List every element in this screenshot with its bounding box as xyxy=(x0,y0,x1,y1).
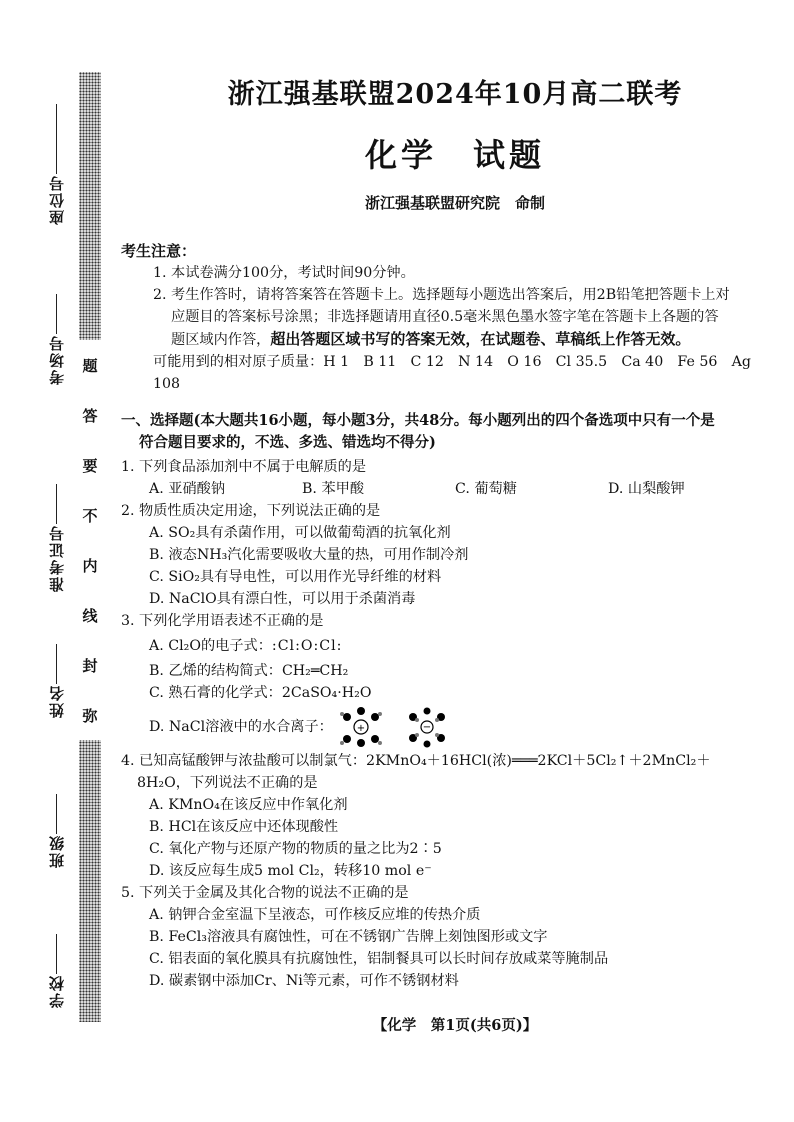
q4-option-a[interactable]: A. KMnO₄在该反应中作氧化剂 xyxy=(149,797,348,813)
q5-stem: 5. 下列关于金属及其化合物的说法不正确的是 xyxy=(121,885,409,901)
seal-char: 线 xyxy=(82,606,98,625)
q4-stem-2: 8H₂O，下列说法不正确的是 xyxy=(137,775,318,791)
q2-option-b[interactable]: B. 液态NH₃汽化需要吸收大量的热，可用作制冷剂 xyxy=(149,547,469,563)
q4-option-c[interactable]: C. 氧化产物与还原产物的物质的量之比为2∶5 xyxy=(149,841,442,857)
ticket-line xyxy=(56,484,57,524)
name-line xyxy=(56,644,57,684)
q3-option-b[interactable]: B. 乙烯的结构简式：CH₂═CH₂ xyxy=(149,663,349,679)
school-field[interactable] xyxy=(36,930,76,1008)
q2-option-a[interactable]: A. SO₂具有杀菌作用，可以做葡萄酒的抗氧化剂 xyxy=(149,525,451,541)
school-label: 学校 xyxy=(47,974,66,1008)
q5-option-c[interactable]: C. 铝表面的氧化膜具有抗腐蚀性，铝制餐具可以长时间存放咸菜等腌制品 xyxy=(149,951,609,967)
q3-option-c[interactable]: C. 熟石膏的化学式：2CaSO₄·H₂O xyxy=(149,685,372,701)
q1-options xyxy=(121,478,761,500)
exam-room-field[interactable] xyxy=(36,290,76,385)
q3-option-d-text: D. NaCl溶液中的水合离子： xyxy=(149,719,333,735)
atomic-mass: 可能用到的相对原子质量：H 1 B 11 C 12 N 14 O 16 Cl 35.5 Ca 40 Fe 56 Ag 108 xyxy=(153,354,751,392)
notice-item-2c-text: 题区域内作答， xyxy=(171,332,271,348)
exam-room-line xyxy=(56,294,57,334)
q3-option-a-text: A. Cl₂O的电子式： xyxy=(149,638,272,654)
notice-warning: 超出答题区域书写的答案无效，在试题卷、草稿纸上作答无效。 xyxy=(270,330,691,348)
notice-block xyxy=(121,240,761,395)
name-label: 姓名 xyxy=(47,684,66,718)
seat-field[interactable] xyxy=(36,100,76,225)
q3-stem: 3. 下列化学用语表述不正确的是 xyxy=(121,613,324,629)
name-field[interactable] xyxy=(36,640,76,718)
seal-char: 内 xyxy=(82,556,98,575)
seal-char: 答 xyxy=(82,406,98,425)
seat-label: 座位号 xyxy=(47,174,66,225)
q5-option-a[interactable]: A. 钠钾合金室温下呈液态，可作核反应堆的传热介质 xyxy=(149,907,481,923)
exam-title: 浙江强基联盟2024年10月高二联考 xyxy=(227,79,683,110)
q2-option-c[interactable]: C. SiO₂具有导电性，可以用作光导纤维的材料 xyxy=(149,569,442,585)
hydrated-ion-diagram xyxy=(333,705,463,749)
notice-item-1: 1. 本试卷满分100分，考试时间90分钟。 xyxy=(153,265,415,281)
seal-char: 要 xyxy=(82,456,98,475)
seal-char: 封 xyxy=(82,656,98,675)
notice-item-2a: 2. 考生作答时，请将答案答在答题卡上。选择题每小题选出答案后，用2B铅笔把答题卡上对 xyxy=(153,287,730,303)
subject-title: 化学 试题 xyxy=(364,136,545,174)
page-footer: 【化学 第1页(共6页)】 xyxy=(372,1017,538,1034)
q2-option-d[interactable]: D. NaClO具有漂白性，可以用于杀菌消毒 xyxy=(149,591,416,607)
plus-sign: + xyxy=(356,723,366,734)
q1-option-b[interactable]: B. 苯甲酸 xyxy=(302,481,365,497)
class-field[interactable] xyxy=(36,790,76,868)
seal-char: 弥 xyxy=(82,706,98,725)
school-line xyxy=(56,934,57,974)
electron-formula: :Cl:O:Cl: xyxy=(271,638,343,654)
class-line xyxy=(56,794,57,834)
seal-char: 不 xyxy=(82,506,98,525)
class-label: 班级 xyxy=(47,834,66,868)
chloride-hydrate xyxy=(409,708,445,748)
q5-option-d[interactable]: D. 碳素钢中添加Cr、Ni等元素，可作不锈钢材料 xyxy=(149,973,459,989)
q4-option-d[interactable]: D. 该反应每生成5 mol Cl₂，转移10 mol e⁻ xyxy=(149,863,432,879)
q2-stem: 2. 物质性质决定用途，下列说法正确的是 xyxy=(121,503,381,519)
q5-option-b[interactable]: B. FeCl₃溶液具有腐蚀性，可在不锈钢广告牌上刻蚀图形或文字 xyxy=(149,929,548,945)
q3-option-a[interactable] xyxy=(121,632,761,660)
minus-sign: − xyxy=(422,722,432,733)
q4-option-b[interactable]: B. HCl在该反应中还体现酸性 xyxy=(149,819,339,835)
section-1-heading-cont: 符合题目要求的，不选、多选、错选均不得分) xyxy=(139,434,436,451)
questions-block xyxy=(121,410,761,992)
seal-char: 题 xyxy=(82,356,98,375)
q3-option-d[interactable] xyxy=(121,704,761,750)
q1-option-d[interactable]: D. 山梨酸钾 xyxy=(608,481,685,497)
q4-stem-1: 4. 已知高锰酸钾与浓盐酸可以制氯气：2KMnO₄＋16HCl(浓)═══2KCl＋5Cl₂↑＋2MnCl₂＋ xyxy=(121,753,711,769)
q1-option-c[interactable]: C. 葡萄糖 xyxy=(455,481,517,497)
seal-notice xyxy=(79,340,101,740)
ticket-field[interactable] xyxy=(36,480,76,592)
ticket-label: 准考证号 xyxy=(47,524,66,592)
seat-line xyxy=(56,104,57,174)
exam-room-label: 考场号 xyxy=(47,334,66,385)
org-line: 浙江强基联盟研究院 命制 xyxy=(364,194,545,212)
notice-item-2c xyxy=(121,328,761,351)
q1-stem: 1. 下列食品添加剂中不属于电解质的是 xyxy=(121,459,367,475)
notice-head: 考生注意： xyxy=(121,242,197,260)
notice-item-2b: 应题目的答案标号涂黑；非选择题请用直径0.5毫米黑色墨水签字笔在答题卡上各题的答 xyxy=(171,309,719,325)
sodium-hydrate xyxy=(340,707,382,747)
section-1-heading: 一、选择题(本大题共16小题，每小题3分，共48分。每小题列出的四个备选项中只有一个是 xyxy=(121,412,715,429)
q1-option-a[interactable]: A. 亚硝酸钠 xyxy=(149,481,226,497)
